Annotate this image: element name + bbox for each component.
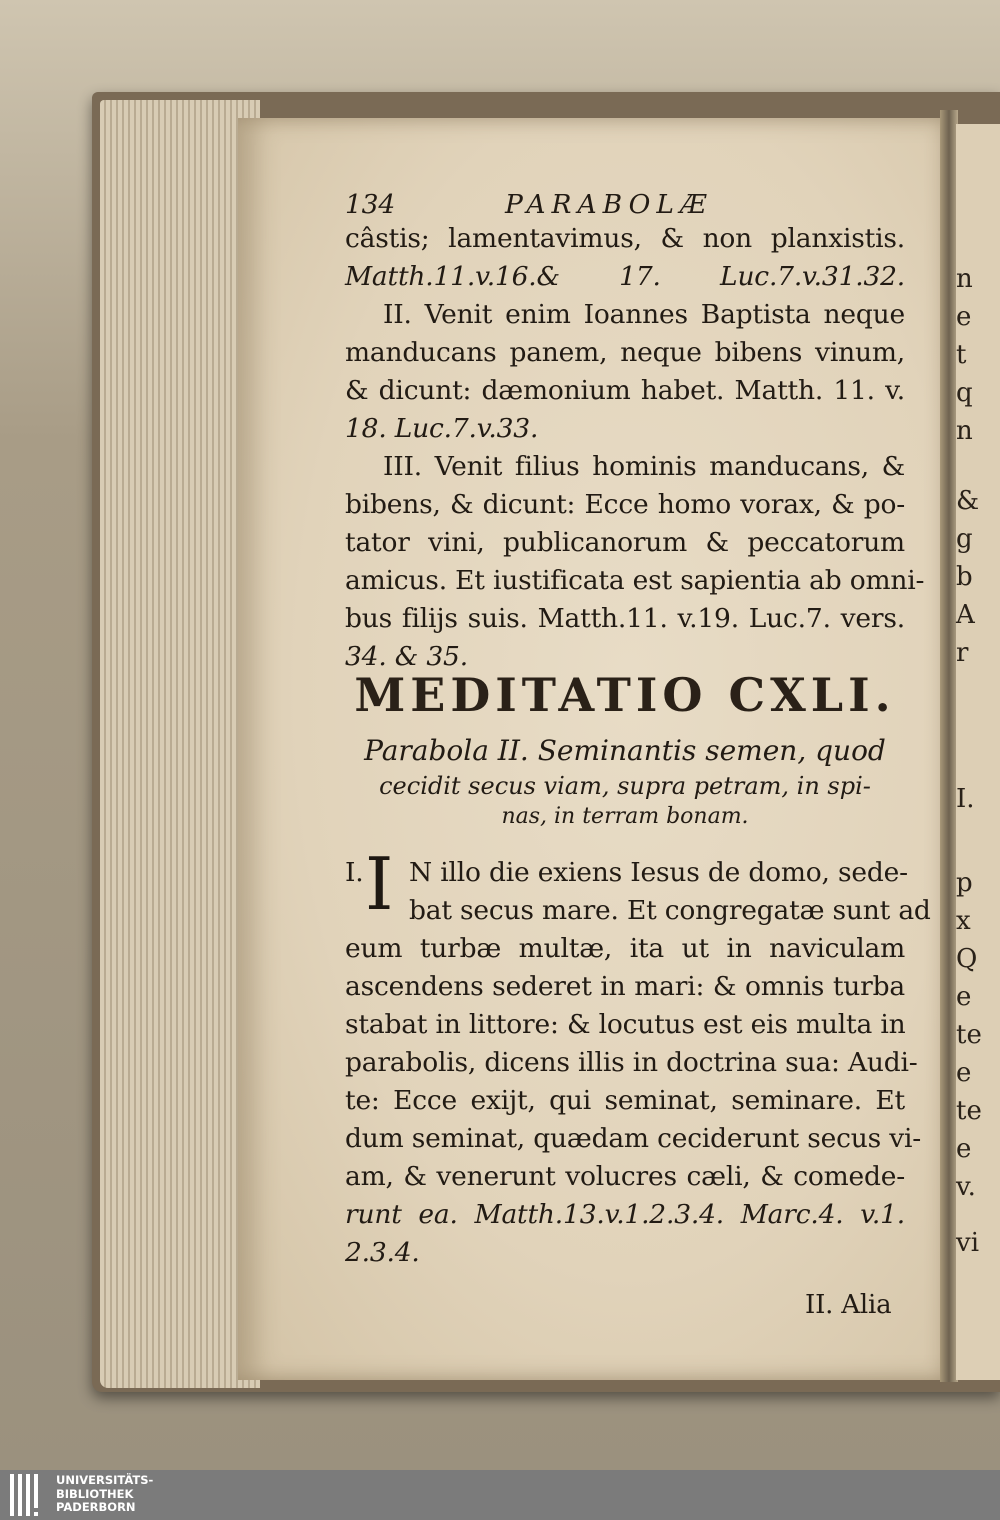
catchword: II. Alia	[805, 1290, 892, 1320]
facing-fragment: I.	[956, 784, 975, 814]
facing-fragment: n	[956, 416, 973, 446]
citation-line: 2.3.4.	[345, 1237, 420, 1268]
running-title: PARABOLÆ	[505, 189, 713, 220]
facing-fragment: A	[956, 600, 975, 630]
text-line: & dicunt: dæmonium habet. Matth. 11. v.	[345, 375, 905, 406]
facing-fragment: p	[956, 868, 973, 898]
library-logo-icon	[10, 1474, 50, 1516]
facing-fragment: e	[956, 1058, 972, 1088]
subheading-line: nas, in terram bonam.	[501, 804, 749, 829]
text-line: amicus. Et iustificata est sapientia ab omni-	[345, 565, 925, 596]
citation-line: 34. & 35.	[345, 641, 468, 672]
text-line: II. Venit enim Ioannes Baptista neque	[383, 299, 905, 330]
facing-fragment: v.	[956, 1172, 976, 1202]
text-line: III. Venit filius hominis manducans, &	[383, 451, 905, 482]
text-line: eum turbæ multæ, ita ut in naviculam	[345, 933, 905, 964]
facing-fragment: vi	[956, 1228, 980, 1258]
citation-line: runt ea. Matth.13.v.1.2.3.4. Marc.4. v.1.	[345, 1199, 905, 1230]
text-line: manducans panem, neque bibens vinum,	[345, 337, 905, 368]
meditation-heading: MEDITATIO CXLI.	[354, 668, 896, 722]
page-number: 134	[345, 189, 395, 220]
facing-fragment: n	[956, 264, 973, 294]
facing-fragment: e	[956, 982, 972, 1012]
facing-fragment: r	[956, 638, 969, 668]
facing-fragment: te	[956, 1096, 982, 1126]
citation-line: 18. Luc.7.v.33.	[345, 413, 539, 444]
subheading-line: Parabola II. Seminantis semen, quod	[364, 734, 886, 767]
facing-fragment: g	[956, 524, 973, 554]
text-line: bus filijs suis. Matth.11. v.19. Luc.7. vers.	[345, 603, 905, 634]
text-line: bat secus mare. Et congregatæ sunt ad	[409, 895, 931, 926]
text-line: stabat in littore: & locutus est eis multa in	[345, 1009, 906, 1040]
section-number: I.	[345, 857, 364, 888]
facing-fragment: te	[956, 1020, 982, 1050]
library-name-line: BIBLIOTHEK	[56, 1486, 134, 1501]
text-line: dum seminat, quædam ceciderunt secus vi-	[345, 1123, 922, 1154]
facing-fragment: t	[956, 340, 967, 370]
facing-fragment: e	[956, 302, 972, 332]
text-line: N illo die exiens Iesus de domo, sede-	[409, 857, 908, 888]
facing-fragment: e	[956, 1134, 972, 1164]
facing-page	[956, 124, 1000, 1380]
text-line: am, & venerunt volucres cæli, & comede-	[345, 1161, 905, 1192]
text-line: bibens, & dicunt: Ecce homo vorax, & po-	[345, 489, 905, 520]
text-line: parabolis, dicens illis in doctrina sua: Audi-	[345, 1047, 918, 1078]
text-line: te: Ecce exijt, qui seminat, seminare. Et	[345, 1085, 905, 1116]
text-line: câstis; lamentavimus, & non planxistis.	[345, 223, 905, 254]
text-line: ascendens sederet in mari: & omnis turba	[345, 971, 905, 1002]
library-name-line: UNIVERSITÄTS-	[56, 1473, 154, 1487]
facing-fragment: b	[956, 562, 973, 592]
text-line: tator vini, publicanorum & peccatorum	[345, 527, 905, 558]
library-name	[56, 1474, 153, 1515]
facing-fragment: x	[956, 906, 971, 936]
library-footer-bar	[0, 1470, 1000, 1520]
facing-fragment: &	[956, 486, 980, 516]
citation-line: Matth.11.v.16.& 17. Luc.7.v.31.32.	[345, 261, 905, 292]
facing-fragment: Q	[956, 944, 978, 974]
library-name-line: PADERBORN	[56, 1500, 136, 1514]
facing-fragment: q	[956, 378, 973, 408]
page-edges	[100, 100, 260, 1388]
subheading-line: cecidit secus viam, supra petram, in spi-	[379, 772, 871, 800]
drop-capital: I	[365, 842, 394, 926]
